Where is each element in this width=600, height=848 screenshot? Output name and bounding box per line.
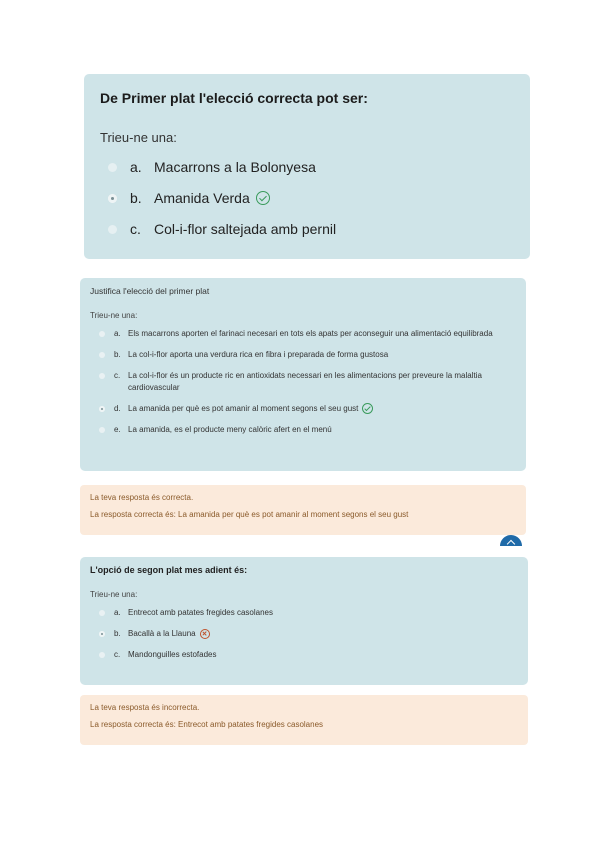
option-text: La amanida per què es pot amanir al moment segons el seu gust [128, 404, 359, 413]
feedback-1-correct-answer: La resposta correcta és: La amanida per què es pot amanir al moment segons el seu gust [90, 510, 409, 519]
question-2-option-c[interactable] [90, 370, 516, 394]
question-1-card [84, 74, 530, 259]
radio-icon[interactable] [108, 225, 117, 234]
question-2-option-e[interactable] [90, 424, 516, 436]
radio-icon[interactable] [99, 373, 105, 379]
option-letter: b. [130, 190, 142, 206]
option-text-with-mark [128, 403, 516, 415]
option-text: Bacallà a la Llauna [128, 629, 196, 638]
radio-icon[interactable] [99, 652, 105, 658]
question-2-prompt: Trieu-ne una: [90, 311, 138, 320]
x-circle-icon [200, 629, 210, 639]
option-letter: b. [114, 350, 121, 359]
question-3-option-b[interactable] [90, 628, 518, 640]
radio-icon[interactable] [99, 427, 105, 433]
option-letter: a. [114, 329, 121, 338]
option-letter: c. [114, 650, 121, 659]
question-2-option-b[interactable] [90, 349, 516, 361]
feedback-2-status: La teva resposta és incorrecta. [90, 703, 200, 712]
radio-icon[interactable] [108, 163, 117, 172]
radio-icon[interactable] [108, 194, 117, 203]
question-2-option-d[interactable] [90, 403, 516, 415]
feedback-2-correct-answer: La resposta correcta és: Entrecot amb patates fregides casolanes [90, 720, 324, 729]
scroll-to-top-icon[interactable] [500, 535, 522, 546]
question-1-option-b[interactable] [100, 189, 514, 207]
radio-icon[interactable] [99, 631, 105, 637]
question-3-prompt: Trieu-ne una: [90, 590, 138, 599]
option-text: Els macarrons aporten el farinaci necesari en tots els apats per aconseguir una alimentació equilibrada [128, 329, 493, 338]
question-3-option-a[interactable] [90, 607, 518, 619]
feedback-2 [80, 695, 528, 745]
option-text: Amanida Verda [154, 190, 250, 206]
option-text: La amanida, es el producte meny calòric afert en el menú [128, 425, 332, 434]
question-1-prompt: Trieu-ne una: [100, 130, 177, 145]
question-3-option-c[interactable] [90, 649, 518, 661]
radio-icon[interactable] [99, 406, 105, 412]
option-letter: a. [130, 159, 142, 175]
option-text: La col-i-flor és un producte ric en antioxidats necessari en les alimentacions per preveure la malaltia cardiovascular [128, 371, 482, 392]
question-3-card [80, 557, 528, 685]
question-3-title: L'opció de segon plat mes adient és: [90, 565, 248, 575]
question-1-option-c[interactable] [100, 220, 514, 238]
option-text: La col-i-flor aporta una verdura rica en fibra i preparada de forma gustosa [128, 350, 389, 359]
option-letter: c. [130, 221, 141, 237]
option-letter: b. [114, 629, 121, 638]
check-circle-icon [256, 191, 270, 205]
option-text: Entrecot amb patates fregides casolanes [128, 608, 273, 617]
question-2-card [80, 278, 526, 471]
option-letter: c. [114, 371, 121, 380]
option-text: Macarrons a la Bolonyesa [154, 159, 316, 175]
question-2-option-a[interactable] [90, 328, 516, 340]
question-1-option-a[interactable] [100, 158, 514, 176]
option-text: Mandonguilles estofades [128, 650, 217, 659]
radio-icon[interactable] [99, 331, 105, 337]
check-circle-icon [362, 403, 373, 414]
radio-icon[interactable] [99, 610, 105, 616]
option-letter: d. [114, 404, 121, 413]
option-letter: a. [114, 608, 121, 617]
question-1-title: De Primer plat l'elecció correcta pot ser: [100, 90, 368, 106]
option-letter: e. [114, 425, 121, 434]
scroll-to-top-button[interactable] [500, 535, 522, 546]
option-text: Col-i-flor saltejada amb pernil [154, 221, 337, 237]
option-text-with-mark [128, 628, 518, 640]
feedback-1 [80, 485, 526, 535]
radio-icon[interactable] [99, 352, 105, 358]
question-2-title: Justifica l'elecció del primer plat [90, 286, 210, 296]
feedback-1-status: La teva resposta és correcta. [90, 493, 194, 502]
